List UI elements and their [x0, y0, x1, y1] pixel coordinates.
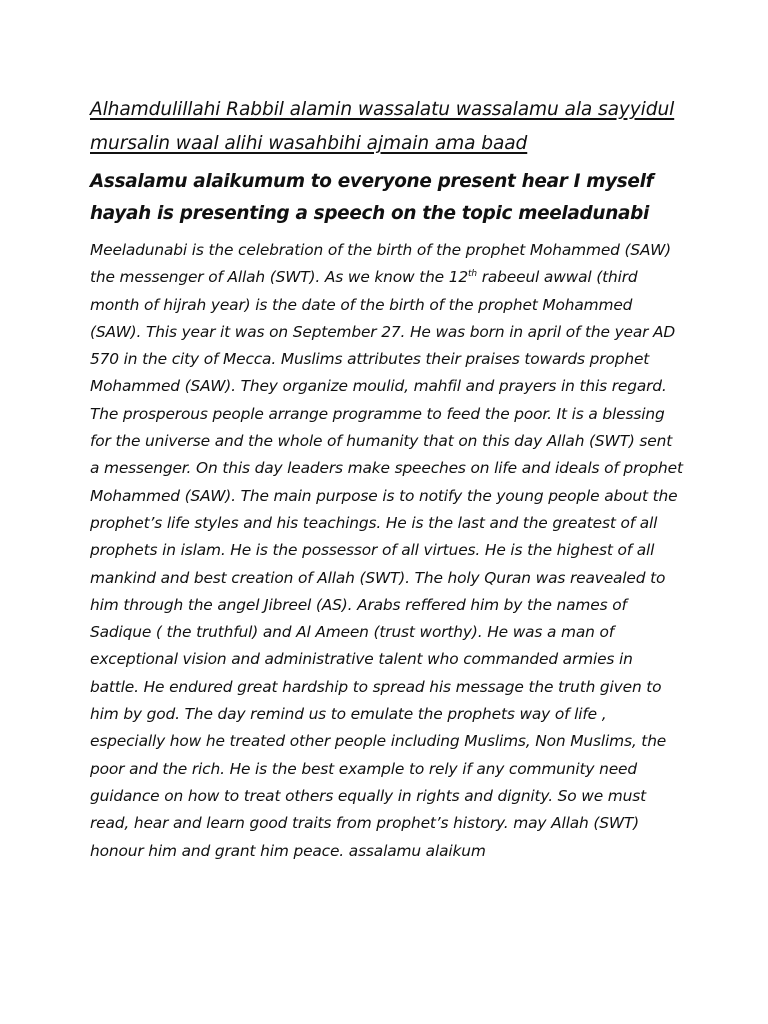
- opening-invocation-heading: Alhamdulillahi Rabbil alamin wassalatu wassalamu ala sayyidul mursalin waal alihi wasahbihi ajmain ama baad: [90, 99, 675, 154]
- speech-body-part1: Meeladunabi is the celebration of the birth of the prophet Mohammed (SAW) the messenger of Allah (SWT). As we know the 12: [90, 241, 672, 287]
- document-content: [90, 93, 686, 865]
- speech-body-part2: rabeeul awwal (third month of hijrah year) is the date of the birth of the prophet Mohammed (SAW). This year it was on September 27. He was born in april of the year AD 570 in the city of Mecca. Muslims attributes their praises towards prophet Mohammed (SAW). They organize moulid, mahfil and prayers in this regard. The prosperous people arrange programme to feed the poor. It is a blessing for the universe and the whole of humanity that on this day Allah (SWT) sent a messenger. On this day leaders make speeches on life and ideals of prophet Mohammed (SAW). The main purpose is to notify the young people about the prophet’s life styles and his teachings. He is the last and the greatest of all prophets in islam. He is the possessor of all virtues. He is the highest of all mankind and best creation of Allah (SWT). The holy Quran was reavealed to him through the angel Jibreel (AS). Arabs reffered him by the names of Sadique ( the truthful) and Al Ameen (trust worthy). He was a man of exceptional vision and administrative talent who commanded armies in battle. He endured great hardship to spread his message the truth given to him by god. The day remind us to emulate the prophets way of life , especially how he treated other people including Muslims, Non Muslims, the poor and the rich. He is the best example to rely if any community need guidance on how to treat others equally in rights and dignity. So we must read, hear and learn good traits from prophet’s history. may Allah (SWT) honour him and grant him peace. assalamu alaikum: [90, 268, 683, 860]
- greeting-heading: Assalamu alaikumum to everyone present hear I myself hayah is presenting a speech on the topic meeladunabi: [90, 171, 654, 224]
- speech-body-paragraph: [90, 237, 686, 865]
- ordinal-suffix: th: [468, 269, 477, 280]
